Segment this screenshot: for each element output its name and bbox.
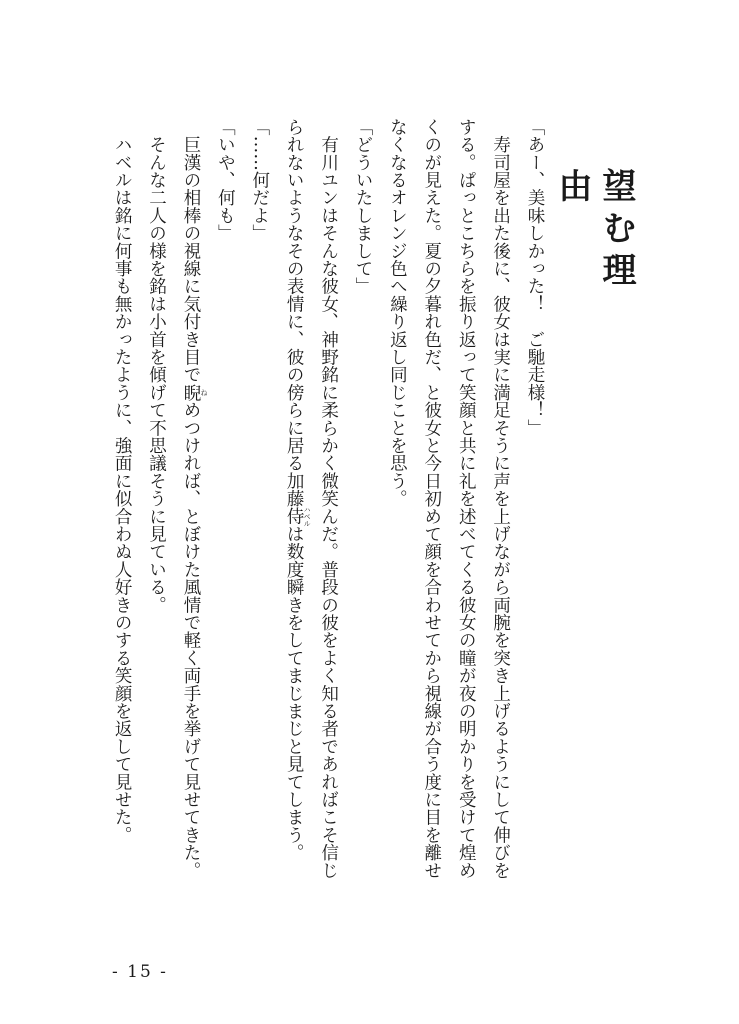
text-line [174,118,208,910]
ruby-base: 睨 [180,383,201,402]
text-line: 「……何だよ」 [249,118,270,242]
furigana-ruby [180,383,208,402]
ruby-reading: ハベル [303,505,312,527]
text-line: そんな二人の様を銘は小首を傾げて不思議そうに見ている。 [146,118,167,614]
text-segment: は数度瞬きをしてまじまじと見てしまう。 [284,525,305,862]
text-segment: 巨漢の相棒の視線に気付き目で [180,118,201,384]
text-line: 有川ユンはそんな彼女、神野銘に柔らかく微笑んだ。普段の彼をよく知る者であればこそ信じ [318,118,339,880]
furigana-ruby [284,505,312,527]
text-segment: めつければ、とぼけた風情で軽く両手を挙げて見せてきた。 [180,401,201,880]
text-line: なくなるオレンジ色へ繰り返し同じことを思う。 [387,118,408,508]
text-segment: られないようなその表情に、彼の傍らに居る加藤 [284,118,305,508]
text-line: する。ぱっとこちらを振り返って笑顔と共に礼を述べてくる彼女の瞳が夜の明かりを受けて煌め [456,118,477,880]
body-text [112,118,552,910]
text-line: 「あー、美味しかった！ ご馳走様！」 [525,118,545,437]
text-line: ハベルは銘に何事も無かったように、強面に似合わぬ人好きのする笑顔を返して見せた。 [112,118,133,844]
text-line: 「いや、何も」 [215,118,236,242]
text-line: 寿司屋を出た後に、彼女は実に満足そうに声を上げながら両腕を突き上げるようにして伸びを [490,118,511,880]
text-line: 「どういたしまして」 [352,118,373,295]
ruby-base: 侍 [284,505,305,527]
ruby-reading: ね [199,383,208,402]
page-number: - 15 - [112,962,168,982]
text-line [277,118,311,910]
text-line: くのが見えた。夏の夕暮れ色だ、と彼女と今日初めて顔を合わせてから視線が合う度に目を離せ [421,118,442,880]
chapter-title: 望む理由 [552,168,636,294]
